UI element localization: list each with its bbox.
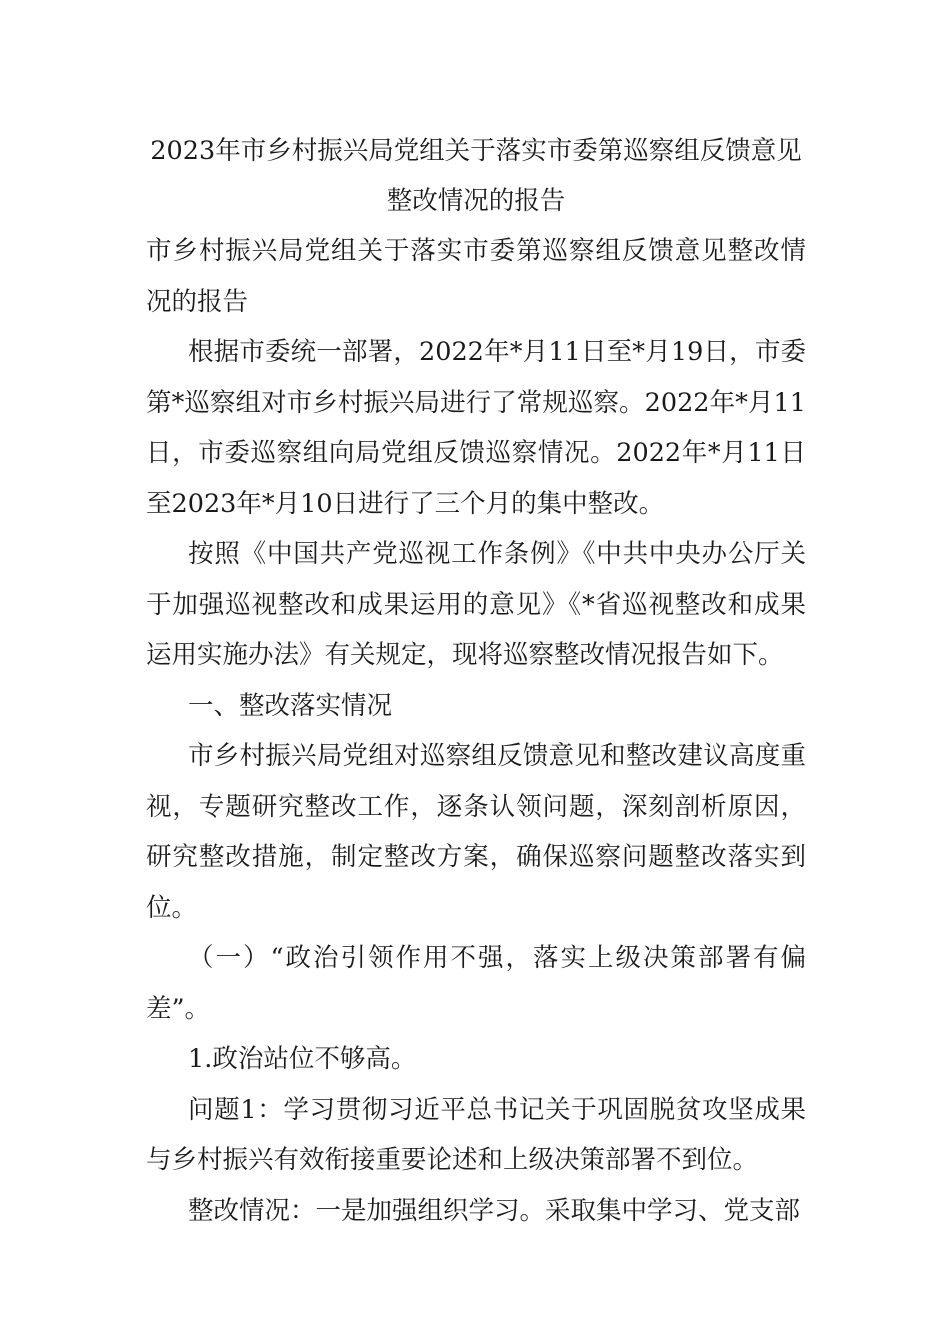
document-body <box>146 126 806 1236</box>
report-title-line-1: 2023年市乡村振兴局党组关于落实市委第巡察组反馈意见 <box>150 136 802 166</box>
paragraph-problem-1: 问题1：学习贯彻习近平总书记关于巩固脱贫攻坚成果与乡村振兴有效衔接重要论述和上级决策部署不到位。 <box>146 1094 806 1175</box>
paragraph-inspection-background: 根据市委统一部署，2022年*月11日至*月19日，市委第*巡察组对市乡村振兴局进行了常规巡察。2022年*月11日，市委巡察组向局党组反馈巡察情况。2022年*月11日至2023年*月10日进行了三个月的集中整改。 <box>146 337 806 519</box>
section-heading-rectification: 一、整改落实情况 <box>188 690 393 721</box>
paragraph-rectification-status: 整改情况：一是加强组织学习。采取集中学习、党支部 <box>188 1195 801 1226</box>
report-subtitle: 市乡村振兴局党组关于落实市委第巡察组反馈意见整改情况的报告 <box>146 236 806 317</box>
subsection-heading-1: （一）“政治引领作用不强，落实上级决策部署有偏差”。 <box>146 943 806 1024</box>
paragraph-regulations-basis: 按照《中国共产党巡视工作条例》《中共中央办公厅关于加强巡视整改和成果运用的意见》《*省巡视整改和成果运用实施办法》有关规定，现将巡察整改情况报告如下。 <box>146 539 806 670</box>
report-title-line-2: 整改情况的报告 <box>386 186 566 216</box>
paragraph-party-group-attention: 市乡村振兴局党组对巡察组反馈意见和整改建议高度重视，专题研究整改工作，逐条认领问题，深刻剖析原因，研究整改措施，制定整改方案，确保巡察问题整改落实到位。 <box>146 741 806 923</box>
item-heading-1: 1.政治站位不够高。 <box>188 1044 417 1074</box>
report-title <box>146 126 806 226</box>
